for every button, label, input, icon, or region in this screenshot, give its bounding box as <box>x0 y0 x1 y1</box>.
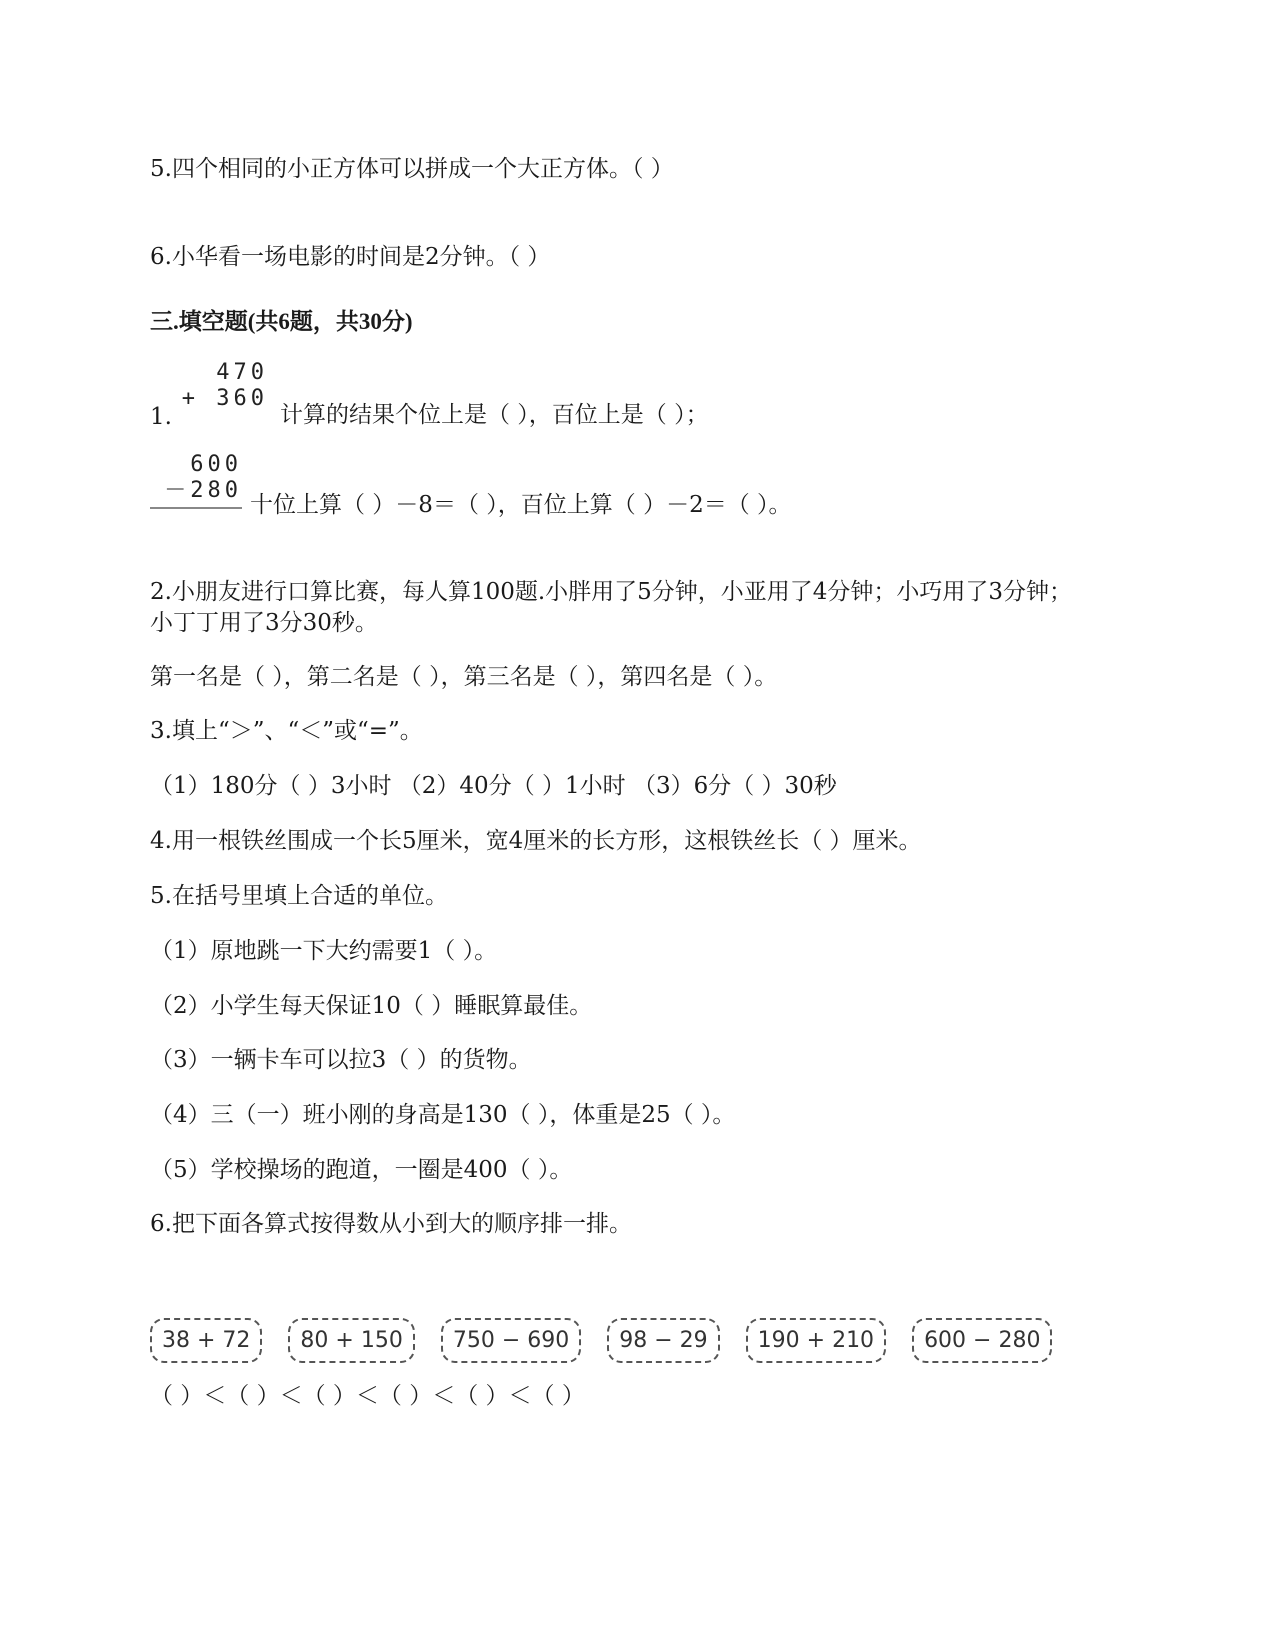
expression-card: 190 + 210 <box>746 1318 886 1363</box>
fill-question-6-answer: （ ）＜（ ）＜（ ）＜（ ）＜（ ）＜（ ） <box>150 1383 585 1409</box>
section-heading: 三.填空题(共6题，共30分) <box>150 309 413 334</box>
expression-cards <box>150 1318 1052 1363</box>
expression-card: 750 − 690 <box>441 1318 581 1363</box>
expression-card: 98 − 29 <box>607 1318 719 1363</box>
fill-question-5-item-5: （5）学校操场的跑道，一圈是400（ ）。 <box>150 1157 573 1183</box>
vertical-subtraction <box>150 452 242 509</box>
judgement-question-6: 6.小华看一场电影的时间是2分钟。（ ） <box>150 244 551 270</box>
judgement-question-5: 5.四个相同的小正方体可以拼成一个大正方体。（ ） <box>150 156 674 182</box>
fill-question-6-title: 6.把下面各算式按得数从小到大的顺序排一排。 <box>150 1211 632 1237</box>
fill-question-5-item-1: （1）原地跳一下大约需要1（ ）。 <box>150 938 498 964</box>
fill-question-5-item-4: （4）三（一）班小刚的身高是130（ ），体重是25（ ）。 <box>150 1102 736 1128</box>
fill-question-2-line-2: 小丁丁用了3分30秒。 <box>150 610 378 636</box>
fill-question-2-line-1: 2.小朋友进行口算比赛，每人算100题.小胖用了5分钟，小亚用了4分钟；小巧用了3分钟； <box>150 579 1073 605</box>
fill-question-1-text-1: 计算的结果个位上是（ ），百位上是（ ）； <box>280 402 709 428</box>
fill-question-4: 4.用一根铁丝围成一个长5厘米，宽4厘米的长方形，这根铁丝长（ ）厘米。 <box>150 828 922 854</box>
subtraction-operator: － <box>164 478 191 503</box>
addition-operator: + <box>181 386 199 411</box>
fill-question-1-number: 1. <box>150 404 172 430</box>
fill-question-5-title: 5.在括号里填上合适的单位。 <box>150 883 448 909</box>
expression-card: 38 + 72 <box>150 1318 262 1363</box>
subtraction-rule <box>150 507 242 509</box>
fill-question-5-item-2: （2）小学生每天保证10（ ）睡眠算最佳。 <box>150 993 593 1019</box>
expression-card: 600 − 280 <box>912 1318 1052 1363</box>
fill-question-2-line-3: 第一名是（ ），第二名是（ ），第三名是（ ），第四名是（ ）。 <box>150 664 778 690</box>
fill-question-5-item-3: （3）一辆卡车可以拉3（ ）的货物。 <box>150 1047 532 1073</box>
fill-question-1-text-2: 十位上算（ ）－8＝（ ），百位上算（ ）－2＝（ ）。 <box>250 492 792 518</box>
fill-question-3-line-2: （1）180分（ ）3小时 （2）40分（ ）1小时 （3）6分（ ）30秒 <box>150 773 837 799</box>
addition-bottom-operand: 360 <box>216 386 268 411</box>
addition-top-operand: 470 <box>216 360 268 385</box>
fill-question-3-line-1: 3.填上“＞”、“＜”或“=”。 <box>150 718 423 744</box>
subtraction-top-operand: 600 <box>190 452 242 477</box>
subtraction-bottom-operand: 280 <box>190 478 242 503</box>
vertical-addition <box>180 360 268 412</box>
expression-card: 80 + 150 <box>288 1318 414 1363</box>
